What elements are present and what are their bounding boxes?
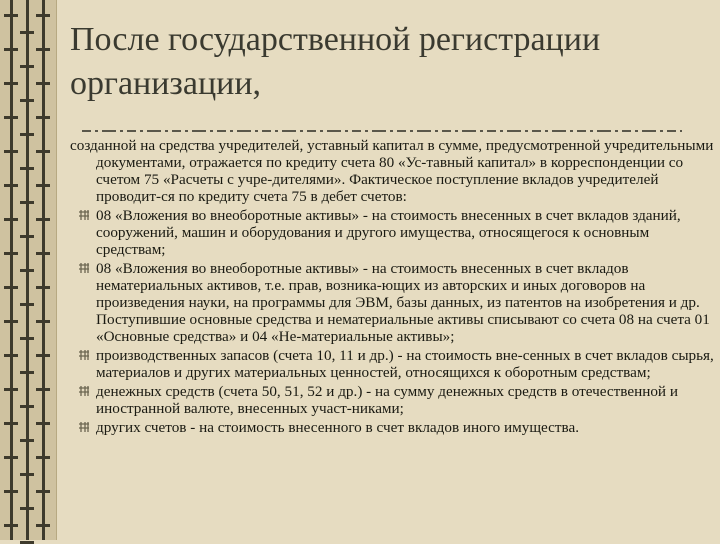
band-tick xyxy=(20,99,34,102)
lattice-bullet-icon xyxy=(78,209,90,221)
band-tick xyxy=(36,388,50,391)
dashed-divider xyxy=(82,128,682,134)
band-tick xyxy=(4,456,18,459)
band-tick xyxy=(4,150,18,153)
band-tick xyxy=(20,31,34,34)
band-tick xyxy=(4,218,18,221)
band-tick xyxy=(36,150,50,153)
list-item-text: других счетов - на стоимость внесенного в счет вкладов иного имущества. xyxy=(96,419,580,436)
band-tick xyxy=(36,48,50,51)
list-item xyxy=(70,207,720,258)
band-tick xyxy=(20,201,34,204)
band-tick xyxy=(36,456,50,459)
band-tick xyxy=(36,490,50,493)
band-tick xyxy=(20,507,34,510)
accounts-list xyxy=(70,207,720,436)
list-item-text: 08 «Вложения во внеоборотные активы» - на стоимость внесенных в счет вкладов нематериальных активов, т.е. прав, возника-ющих из авторских и иных договоров на произведения науки, на программы для ЭВМ, базы данных, из патентов на изобретения и др. Поступившие основные средства и нематериальные активы списывают со счета 08 на счета 01 «Основные средства» и 04 «Не-материальные активы»; xyxy=(96,260,710,345)
band-tick xyxy=(36,320,50,323)
band-tick xyxy=(20,269,34,272)
band-tick xyxy=(36,252,50,255)
lattice-bullet-icon xyxy=(78,262,90,274)
list-item xyxy=(70,419,720,436)
list-item xyxy=(70,383,720,417)
band-tick xyxy=(4,286,18,289)
list-item xyxy=(70,347,720,381)
lattice-bullet-icon xyxy=(78,421,90,433)
band-tick xyxy=(4,422,18,425)
band-tick xyxy=(36,286,50,289)
band-tick xyxy=(20,439,34,442)
band-rail xyxy=(42,0,45,540)
band-tick xyxy=(4,252,18,255)
band-tick xyxy=(36,354,50,357)
band-tick xyxy=(20,235,34,238)
band-tick xyxy=(4,82,18,85)
band-tick xyxy=(4,524,18,527)
band-tick xyxy=(36,524,50,527)
band-tick xyxy=(36,82,50,85)
band-tick xyxy=(4,320,18,323)
band-tick xyxy=(20,133,34,136)
lattice-bullet-icon xyxy=(78,349,90,361)
list-item-text: производственных запасов (счета 10, 11 и др.) - на стоимость вне-сенных в счет вкладов сырья, материалов и других материальных ценностей, относящихся к оборотным средствам; xyxy=(96,347,714,381)
slide-title: После государственной регистрации организации, xyxy=(70,21,601,102)
band-tick xyxy=(4,490,18,493)
band-tick xyxy=(20,65,34,68)
slide-body xyxy=(70,137,720,436)
band-tick xyxy=(4,14,18,17)
band-tick xyxy=(20,473,34,476)
band-tick xyxy=(36,218,50,221)
band-tick xyxy=(4,388,18,391)
list-item xyxy=(70,260,720,345)
intro-paragraph: созданной на средства учредителей, уставный капитал в сумме, предусмотренной учредительными документами, отражается по кредиту счета 80 «Ус-тавный капитал» в корреспонденции со счетом 75 «Расчеты с учре-дителями». Фактическое поступление вкладов учредителей проводит-ся по кредиту счета 75 в дебет счетов: xyxy=(70,137,714,205)
band-tick xyxy=(4,116,18,119)
band-tick xyxy=(36,116,50,119)
band-tick xyxy=(20,167,34,170)
band-tick xyxy=(20,405,34,408)
band-tick xyxy=(4,48,18,51)
lattice-bullet-icon xyxy=(78,385,90,397)
decorative-side-band xyxy=(0,0,57,540)
band-tick xyxy=(4,184,18,187)
band-tick xyxy=(36,184,50,187)
list-item-text: денежных средств (счета 50, 51, 52 и др.) - на сумму денежных средств в отечественной и иностранной валюте, внесенных участ-никами; xyxy=(96,383,678,417)
band-tick xyxy=(20,337,34,340)
band-tick xyxy=(4,354,18,357)
band-tick xyxy=(20,371,34,374)
band-tick xyxy=(36,422,50,425)
list-item-text: 08 «Вложения во внеоборотные активы» - на стоимость внесенных в счет вкладов зданий, сооружений, машин и оборудования и другого имущества, относящегося к основным средствам; xyxy=(96,207,681,258)
band-tick xyxy=(36,14,50,17)
band-tick xyxy=(20,303,34,306)
band-rail xyxy=(10,0,13,540)
